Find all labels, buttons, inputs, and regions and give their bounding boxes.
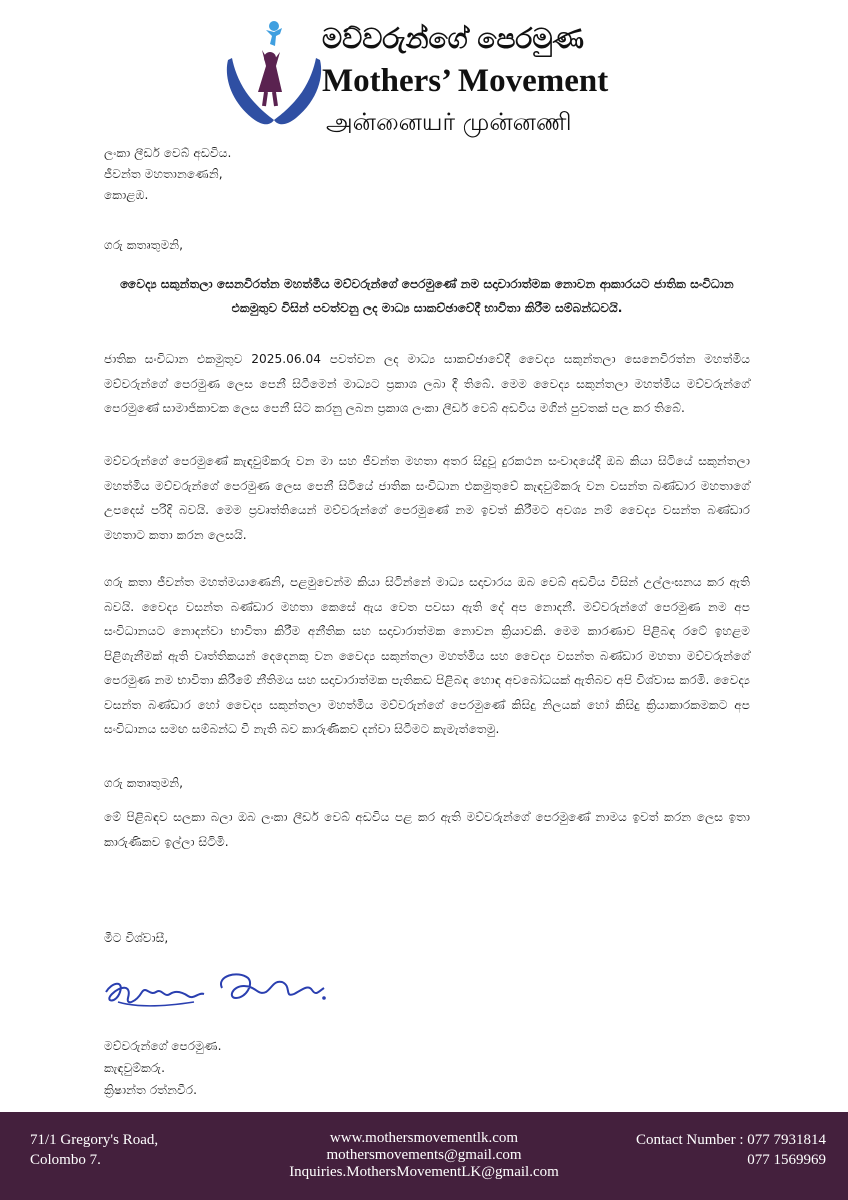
signer-line: ක්‍රිෂාන්ත රත්නවීර. <box>104 1083 197 1097</box>
mothers-movement-logo-icon <box>222 14 326 138</box>
org-name-sinhala: මව්වරුන්ගේ පෙරමුණ <box>322 22 584 55</box>
website-link[interactable]: www.mothersmovementlk.com <box>329 1130 519 1146</box>
signer-line: කැඳවුම්කරු. <box>104 1061 165 1075</box>
letterhead-footer <box>0 1112 848 1200</box>
signer-line: මව්වරුන්ගේ පෙරමුණ. <box>104 1039 222 1053</box>
org-name-tamil: அன்னையர் முன்னணி <box>326 108 572 136</box>
handwritten-signature <box>98 962 338 1018</box>
recipient-line: ජීවන්ත මහතානණෙනි, <box>104 167 223 181</box>
address-line: Colombo 7. <box>30 1152 101 1168</box>
body-paragraph-4: මේ පිළිබඳව සලකා බලා ඔබ ලංකා ලීඩර් වෙබ් අඩවිය පළ කර ඇති මව්වරුන්ගේ පෙරමුණේ නාමය ඉවත් කරන ලෙස ඉතා කාරුණිකව ඉල්ලා සිටිමි. <box>104 810 750 849</box>
salutation-2: ගරු කතෘතුමනි, <box>104 776 184 790</box>
signer-block <box>104 1035 750 1101</box>
signature-icon <box>98 962 338 1018</box>
letter-subject: වෛද්‍ය සකුන්තලා සෙනවිරත්න මහත්මිය මව්වරුන්ගේ පෙරමුණේ නම සදාචාරාත්මක නොවන ආකාරයට ජාතික සංවිධාන එකමුතුව විසින් පවත්වනු ලද මාධ්‍ය සාකච්ඡාවේදී භාවිතා කිරීම සම්බන්ධවයි. <box>120 277 734 315</box>
body-paragraph-3: ගරු කතා ජීවන්ත මහත්මයාණෙනි, පළමුවෙන්ම කියා සිටින්නේ මාධ්‍ය සදාචාරය ඔබ වෙබ් අඩවිය විසින් උල්ලංඝනය කර ඇති බවයි. වෛද්‍ය වසන්ත බණ්ඩාර මහතා කෙසේ ඇය වෙත පවසා ඇති දේ අප නොදනී. මව්වරුන්ගේ පෙරමුණ නම අප සංවිධානයට නොදන්වා භාවිතා කිරීම අනීතික සහ සදාචාරාත්මක නොවන ක්‍රියාවකි. මෙම කාරණාව පිළිබඳ රටේ ඉහළම පිළිගැනීමක් ඇති වෘත්තිකයන් දෙදෙනකු වන වෛද්‍ය සකුන්තලා මහත්මිය සහ වෛද්‍ය වසන්ත බණ්ඩාර මහතා මව්වරුන්ගේ පෙරමුණ නම භාවිතා කිරීමේ නීතිමය සහ සදාචාරාත්මක පැතිකඩ පිළිබඳ හොඳ අවබෝධයක් ඇතිබව අපි විශ්වාස කරමි. වෛද්‍ය වසන්ත බණ්ඩාර හෝ වෛද්‍ය සකුන්තලා මහත්මිය මව්වරුන්ගේ පෙරමුණේ කිසිදු නිලයක් හෝ කිසිදු ක්‍රියාකාරකමකට අප සංවිධානය සමඟ සම්බන්ධ වී නැති බව කාරුණිකව දන්වා සිටීමට කැමැත්තෙමු. <box>104 575 750 736</box>
email-link[interactable]: mothersmovements@gmail.com <box>326 1147 522 1163</box>
address-line: 71/1 Gregory's Road, <box>30 1132 159 1148</box>
recipient-address <box>104 143 750 206</box>
recipient-line: කොළඹ. <box>104 188 149 202</box>
contact-number: Contact Number : 077 7931814 <box>636 1132 826 1148</box>
body-paragraph-2: මව්වරුන්ගේ පෙරමුණේ කැඳවුම්කරු වන මා සහ ජීවන්ත මහතා අතර සිදුවූ දුරකථන සංවාදයේදී ඔබ කියා සිටියේ සකුන්තලා මහත්මිය මව්වරුන්ගේ පෙරමුණ ලෙස පෙනී සිටියේ ජාතික සංවිධාන එකමුතුවේ කැඳවුම්කරු වන වසන්ත බණ්ඩාර මහතාගේ උපදෙස් පරිදි බවයි. මෙම ප්‍රවෘත්තියෙන් මව්වරුන්ගේ පෙරමුණේ නම ඉවත් කිරීමට අවශ්‍ය නම් වෛද්‍ය වසන්ත බණ්ඩාර මහතාට කතා කරන ලෙසයි. <box>104 454 750 542</box>
email-link[interactable]: Inquiries.MothersMovementLK@gmail.com <box>289 1164 559 1180</box>
recipient-line: ලංකා ලීඩර් වෙබ් අඩවිය. <box>104 146 232 160</box>
body-paragraph-1: ජාතික සංවිධාන එකමුතුව 2025.06.04 පවත්වන ලද මාධ්‍ය සාකච්ඡාවේදී වෛද්‍ය සකුන්තලා සෙනෙවිරත්න මහත්මිය මව්වරුන්ගේ පෙරමුණ ලෙස පෙනී සිටීමෙන් මාධ්‍යට ප්‍රකාශ ලබා දී තිබේ. මෙම වෛද්‍ය සකුන්තලා මහත්මිය මව්වරුන්ගේ පෙරමුණේ සාමාජිකාවක ලෙස පෙනී සිට කරනු ලබන ප්‍රකාශ ලංකා ලීඩර් වෙබ් අඩවිය මගින් පුවතක් පල කර තිබේ. <box>104 352 750 415</box>
logo <box>222 14 326 138</box>
salutation: ගරු කතෘතුමනි, <box>104 238 184 252</box>
org-name-english: Mothers’ Movement <box>322 63 609 99</box>
footer-phone <box>636 1130 826 1170</box>
contact-number: 077 1569969 <box>747 1152 826 1168</box>
sign-off: මීට විශ්වාසී, <box>104 931 169 945</box>
